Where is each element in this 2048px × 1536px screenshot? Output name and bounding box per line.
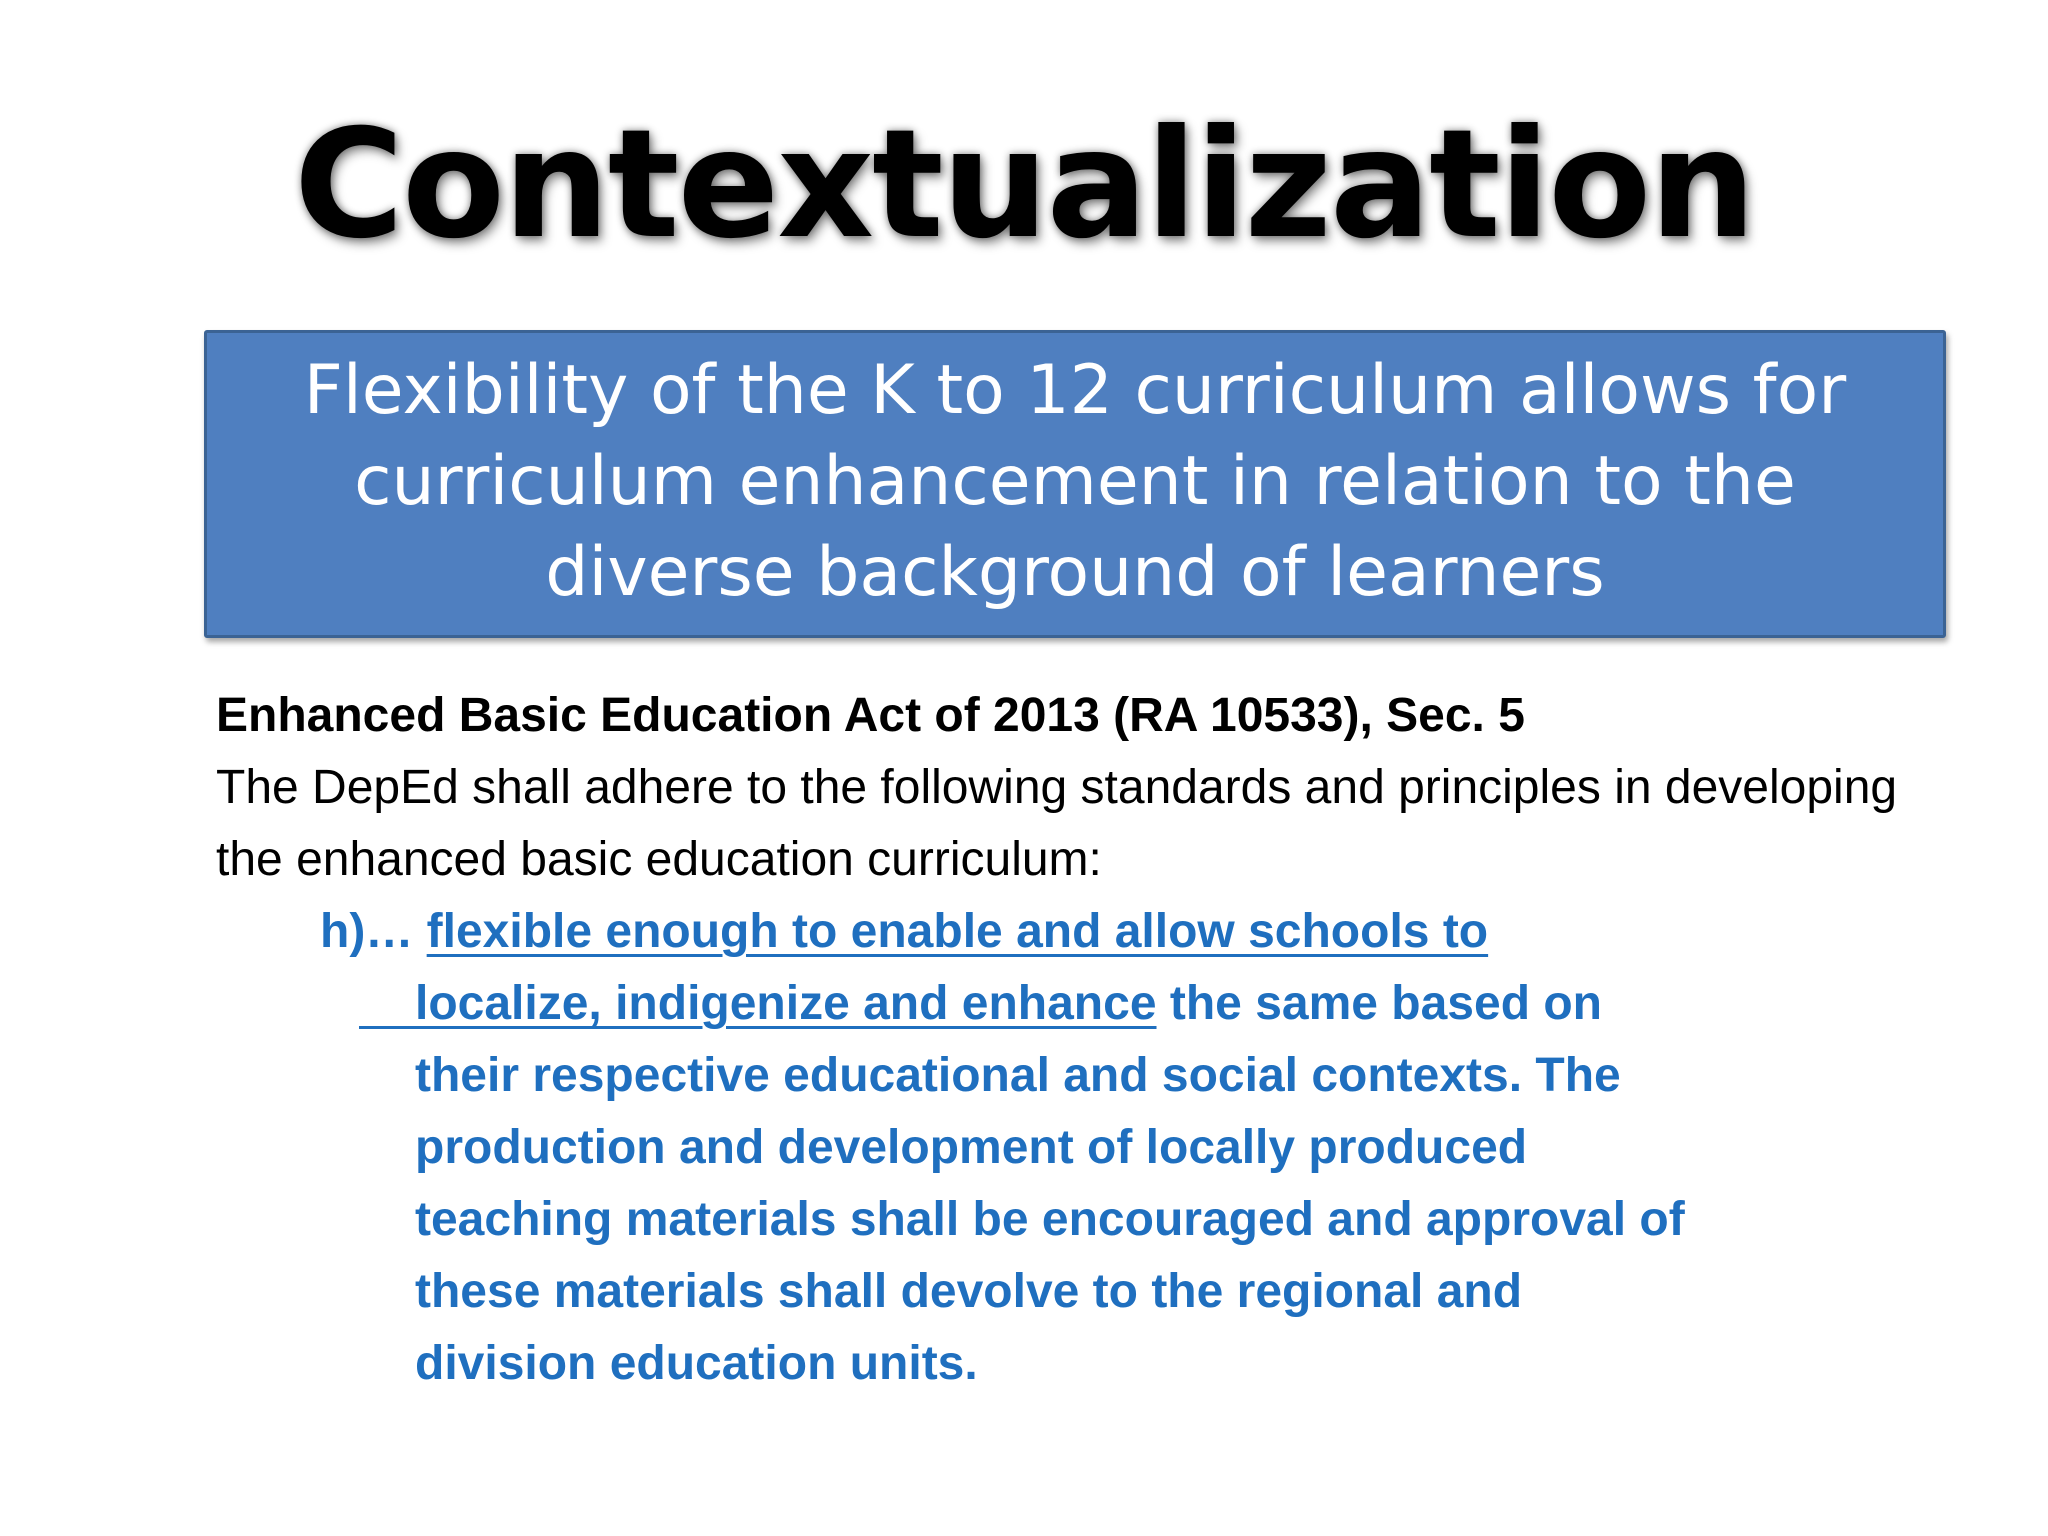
clause-line-3: their respective educational and social contexts. The xyxy=(415,1049,1621,1102)
act-heading: Enhanced Basic Education Act of 2013 (RA 10533), Sec. 5 xyxy=(216,689,1525,742)
callout-text: Flexibility of the K to 12 curriculum allows for curriculum enhancement in relation to the diverse background of learners xyxy=(303,350,1847,612)
underline-lead xyxy=(359,1026,415,1029)
clause-underlined-1: flexible enough to enable and allow schools to xyxy=(426,905,1489,958)
clause-line-7: division education units. xyxy=(415,1337,978,1390)
clause-line-2-rest: the same based on xyxy=(1156,977,1602,1030)
body-text xyxy=(216,680,2016,896)
clause-underlined-2: localize, indigenize and enhance xyxy=(415,977,1157,1030)
clause-line-5: teaching materials shall be encouraged and approval of xyxy=(415,1193,1685,1246)
clause-line-2 xyxy=(320,968,1840,1040)
clause-line-1 xyxy=(320,896,1840,968)
clause-line-6: these materials shall devolve to the regional and xyxy=(415,1265,1523,1318)
clause-marker: h)… xyxy=(320,905,414,958)
clause-h xyxy=(320,896,1840,1400)
callout-box xyxy=(204,330,1946,638)
slide-title: Contextualization xyxy=(293,98,1755,272)
clause-line-4: production and development of locally produced xyxy=(415,1121,1528,1174)
intro-paragraph: The DepEd shall adhere to the following standards and principles in developing the enhanced basic education curriculum: xyxy=(216,761,1898,886)
